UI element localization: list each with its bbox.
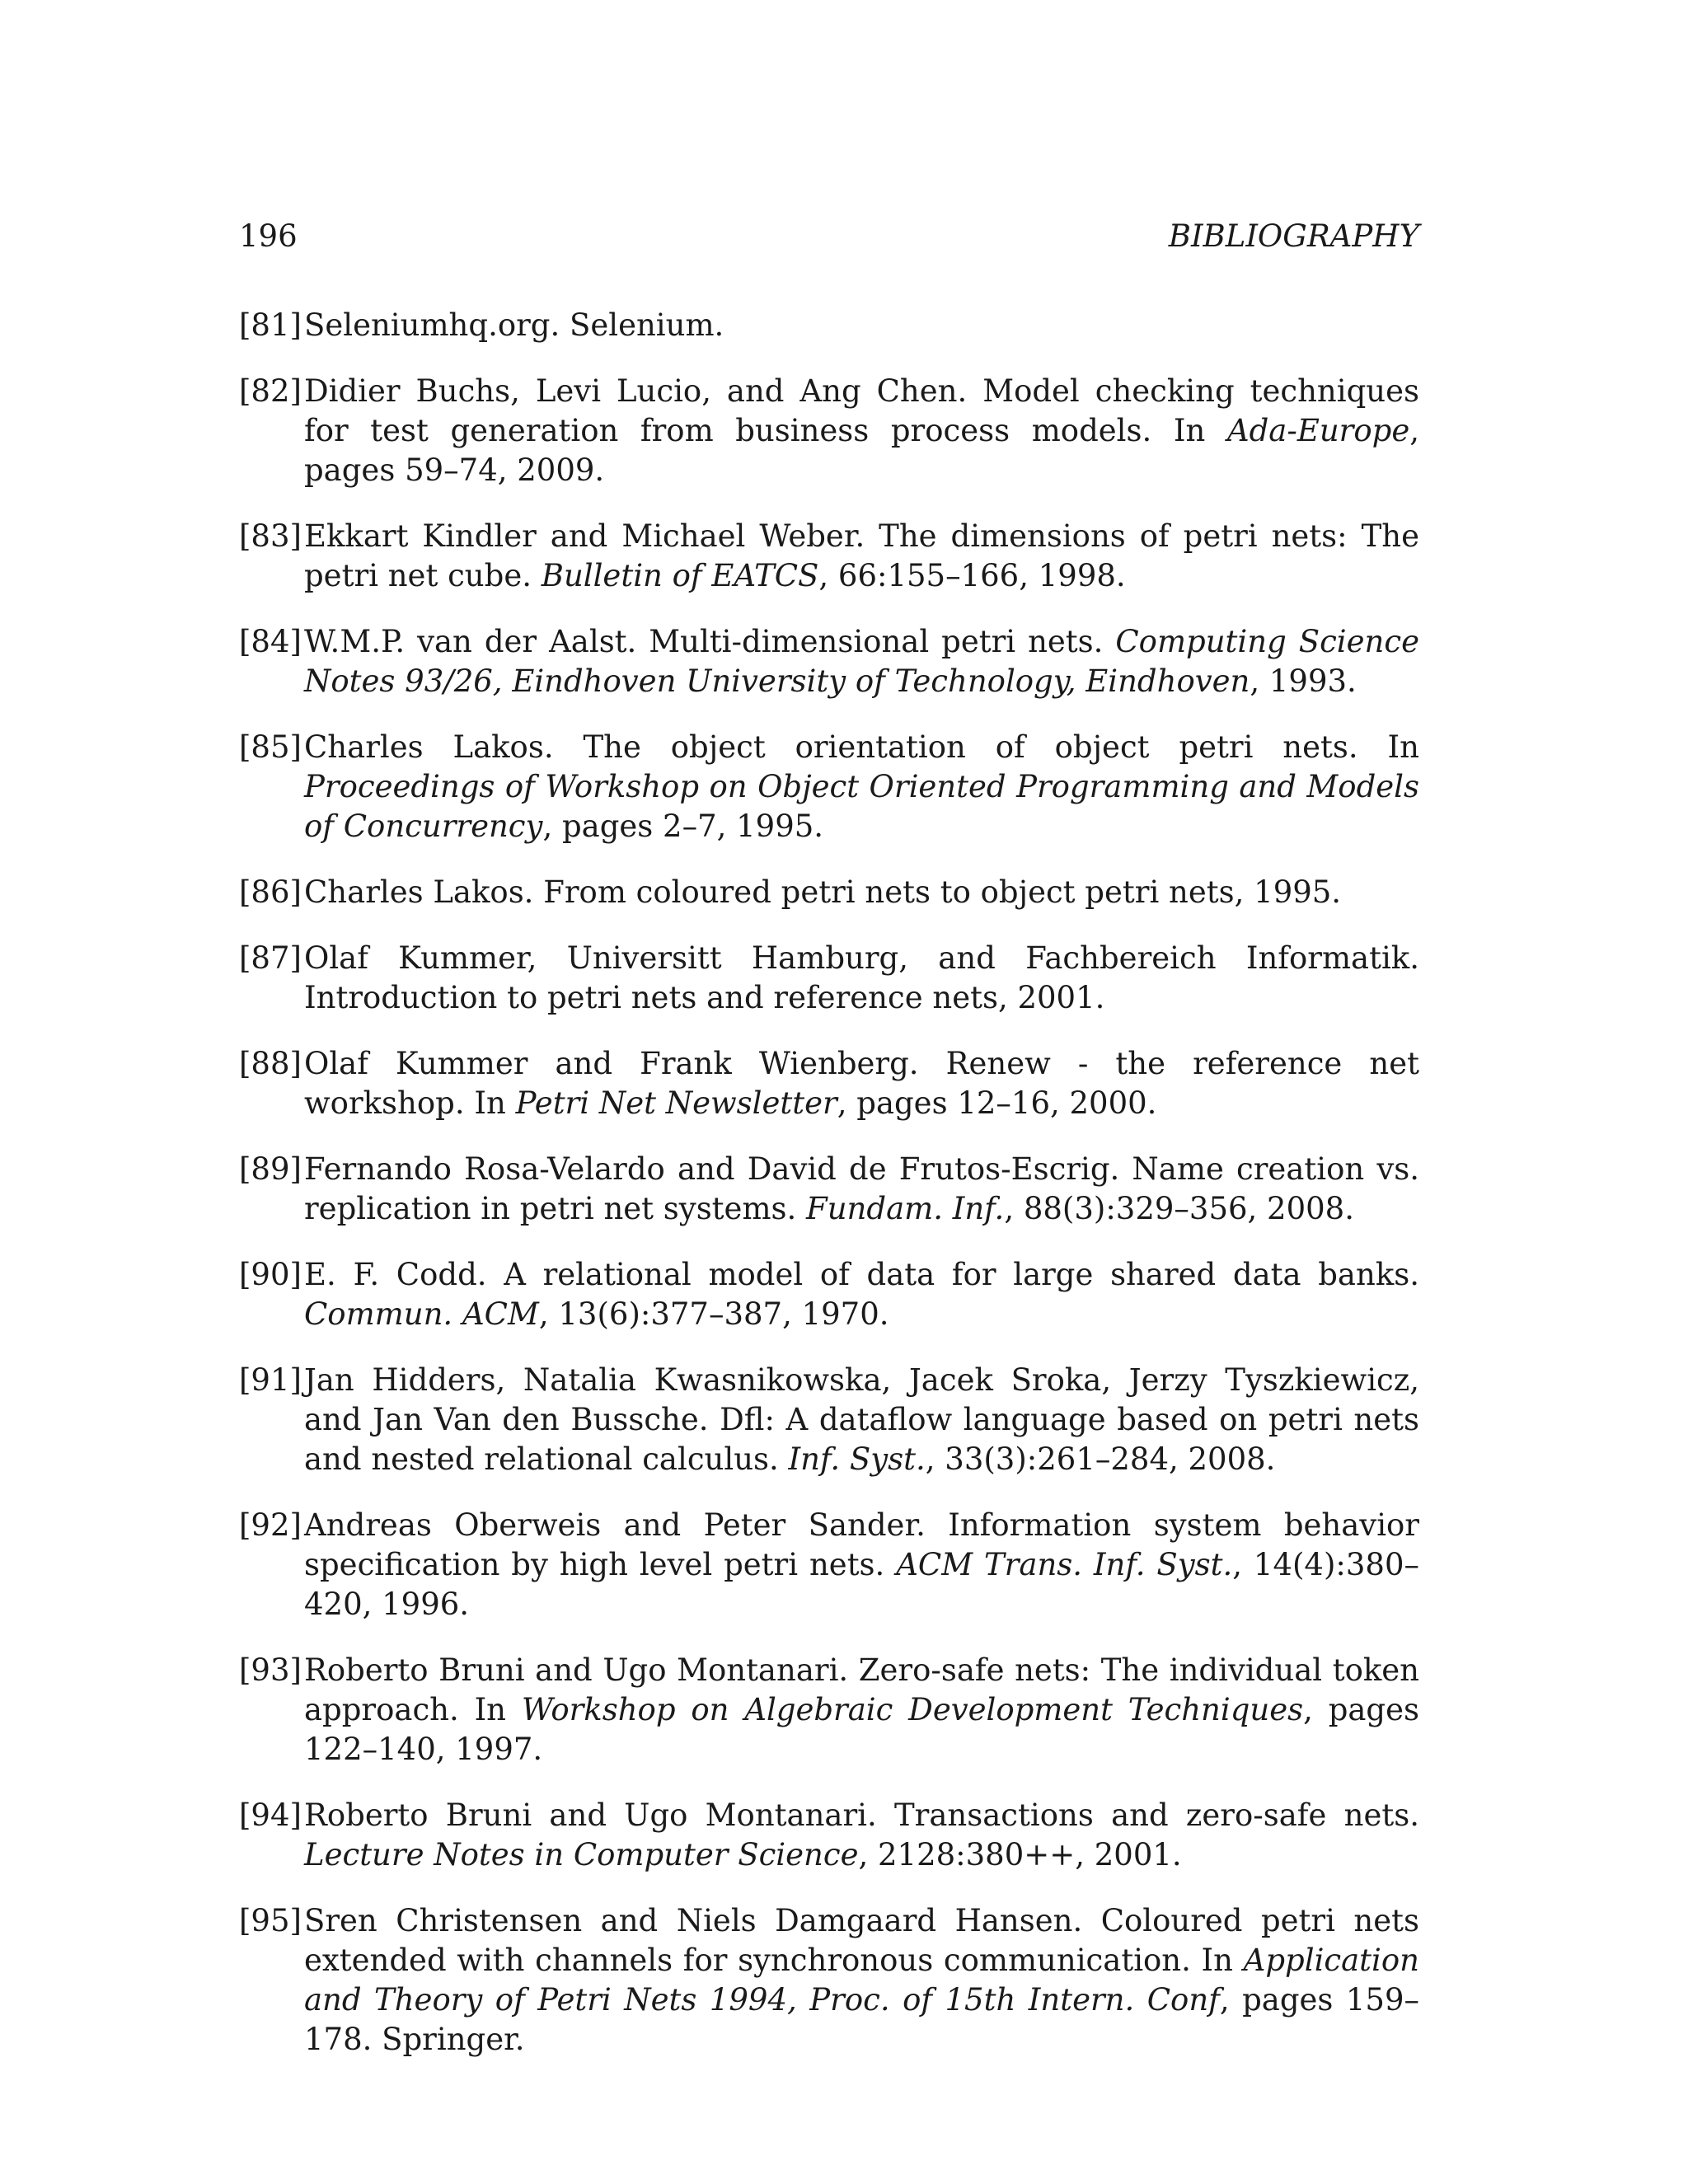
reference-text-segment: , pages 59–74, 2009. [304, 413, 1419, 488]
reference-text-segment: Jan Hidders, Natalia Kwasnikowska, Jacek Sroka, Jerzy Tyszkiewicz, and Jan Van den Bussche. Dfl: A dataflow language based on petri nets and nested relational calculus. [304, 1362, 1419, 1477]
reference-text [304, 1507, 1419, 1622]
reference-label: [83] [239, 518, 302, 554]
reference-label: [86] [239, 874, 302, 910]
running-head [239, 216, 1419, 257]
reference-text-segment: , pages 159–178. Springer. [304, 1982, 1420, 2057]
reference-text-segment: Roberto Bruni and Ugo Montanari. Transactions and zero-safe nets. [304, 1797, 1419, 1833]
reference-venue: Fundam. Inf. [806, 1191, 1005, 1226]
reference-text-segment: Olaf Kummer, Universitt Hamburg, and Fachbereich Informatik. Introduction to petri nets and reference nets, 2001. [304, 940, 1419, 1015]
reference-entry [239, 517, 1419, 596]
reference-text [304, 940, 1419, 1015]
reference-text-segment: , 14(4):380–420, 1996. [304, 1547, 1419, 1622]
reference-text [304, 1151, 1419, 1226]
reference-label: [88] [239, 1046, 302, 1081]
reference-text [304, 307, 724, 343]
reference-venue: Computing Science Notes 93/26, Eindhoven University of Technology, Eindhoven [304, 624, 1419, 699]
reference-text [304, 518, 1419, 593]
reference-text-segment: Charles Lakos. The object orientation of object petri nets. In [304, 729, 1419, 765]
reference-venue: ACM Trans. Inf. Syst. [896, 1547, 1233, 1582]
reference-label: [91] [239, 1362, 302, 1398]
reference-text [304, 729, 1419, 844]
reference-text-segment: Andreas Oberweis and Peter Sander. Information system behavior specification by high level petri nets. [304, 1507, 1419, 1582]
page-number: 196 [239, 218, 298, 254]
reference-label: [85] [239, 729, 302, 765]
reference-text-segment: Ekkart Kindler and Michael Weber. The dimensions of petri nets: The petri net cube. [304, 518, 1419, 593]
reference-venue: Commun. ACM [304, 1296, 539, 1332]
reference-entry [239, 1796, 1419, 1875]
reference-text-segment: Didier Buchs, Levi Lucio, and Ang Chen. Model checking techniques for test generation from business process models. In [304, 373, 1419, 448]
reference-label: [94] [239, 1797, 302, 1833]
reference-text [304, 1903, 1419, 2057]
reference-entry [239, 1506, 1419, 1624]
section-title: BIBLIOGRAPHY [1168, 218, 1419, 254]
reference-entry [239, 372, 1419, 490]
reference-venue: Application and Theory of Petri Nets 1994, Proc. of 15th Intern. Conf [304, 1943, 1419, 2018]
reference-text-segment: , pages 2–7, 1995. [542, 808, 824, 844]
reference-text-segment: , 88(3):329–356, 2008. [1004, 1191, 1354, 1226]
reference-text [304, 1257, 1419, 1332]
reference-text-segment: , 66:155–166, 1998. [818, 558, 1126, 593]
reference-entry [239, 306, 1419, 345]
reference-text-segment: , pages 12–16, 2000. [837, 1085, 1157, 1121]
reference-venue: Inf. Syst. [788, 1441, 926, 1477]
reference-venue: Workshop on Algebraic Development Techniques [521, 1692, 1304, 1727]
reference-entry [239, 728, 1419, 846]
reference-entry [239, 1044, 1419, 1123]
reference-text-segment: E. F. Codd. A relational model of data for large shared data banks. [304, 1257, 1419, 1292]
reference-text-segment: Fernando Rosa-Velardo and David de Frutos-Escrig. Name creation vs. replication in petri net systems. [304, 1151, 1419, 1226]
reference-venue: Ada-Europe [1226, 413, 1410, 448]
reference-text-segment: Roberto Bruni and Ugo Montanari. Zero-safe nets: The individual token approach. In [304, 1652, 1419, 1727]
reference-venue: Bulletin of EATCS [541, 558, 819, 593]
reference-text [304, 874, 1341, 910]
reference-label: [84] [239, 624, 302, 659]
reference-entry [239, 1150, 1419, 1229]
reference-venue: Proceedings of Workshop on Object Oriented Programming and Models of Concurrency [304, 769, 1419, 844]
reference-text-segment: , 33(3):261–284, 2008. [925, 1441, 1276, 1477]
reference-text [304, 373, 1419, 488]
reference-entry [239, 939, 1419, 1018]
reference-text-segment: , 2128:380++, 2001. [858, 1837, 1182, 1872]
reference-text-segment: , 1993. [1250, 663, 1357, 699]
reference-text [304, 1652, 1419, 1767]
reference-text-segment: , pages 122–140, 1997. [304, 1692, 1420, 1767]
reference-label: [82] [239, 373, 302, 409]
reference-text [304, 1362, 1419, 1477]
reference-text [304, 624, 1419, 699]
reference-text [304, 1797, 1419, 1872]
reference-entry [239, 1901, 1419, 2060]
reference-text-segment: Charles Lakos. From coloured petri nets to object petri nets, 1995. [304, 874, 1342, 910]
reference-text-segment: , 13(6):377–387, 1970. [538, 1296, 889, 1332]
reference-label: [95] [239, 1903, 302, 1938]
reference-label: [93] [239, 1652, 302, 1688]
reference-venue: Petri Net Newsletter [515, 1085, 837, 1121]
reference-entry [239, 873, 1419, 912]
reference-text-segment: Seleniumhq.org. Selenium. [304, 307, 724, 343]
reference-entry [239, 1255, 1419, 1334]
reference-label: [87] [239, 940, 302, 976]
reference-entry [239, 1651, 1419, 1769]
reference-label: [81] [239, 307, 302, 343]
reference-label: [92] [239, 1507, 302, 1543]
reference-text-segment: W.M.P. van der Aalst. Multi-dimensional petri nets. [304, 624, 1116, 659]
reference-venue: Lecture Notes in Computer Science [304, 1837, 859, 1872]
reference-entry [239, 1361, 1419, 1479]
reference-label: [89] [239, 1151, 302, 1187]
reference-text-segment: Olaf Kummer and Frank Wienberg. Renew - the reference net workshop. In [304, 1046, 1419, 1121]
reference-entry [239, 622, 1419, 701]
reference-text [304, 1046, 1419, 1121]
reference-text-segment: Sren Christensen and Niels Damgaard Hansen. Coloured petri nets extended with channels for synchronous communication. In [304, 1903, 1419, 1978]
reference-label: [90] [239, 1257, 302, 1292]
reference-list [239, 306, 1419, 2086]
